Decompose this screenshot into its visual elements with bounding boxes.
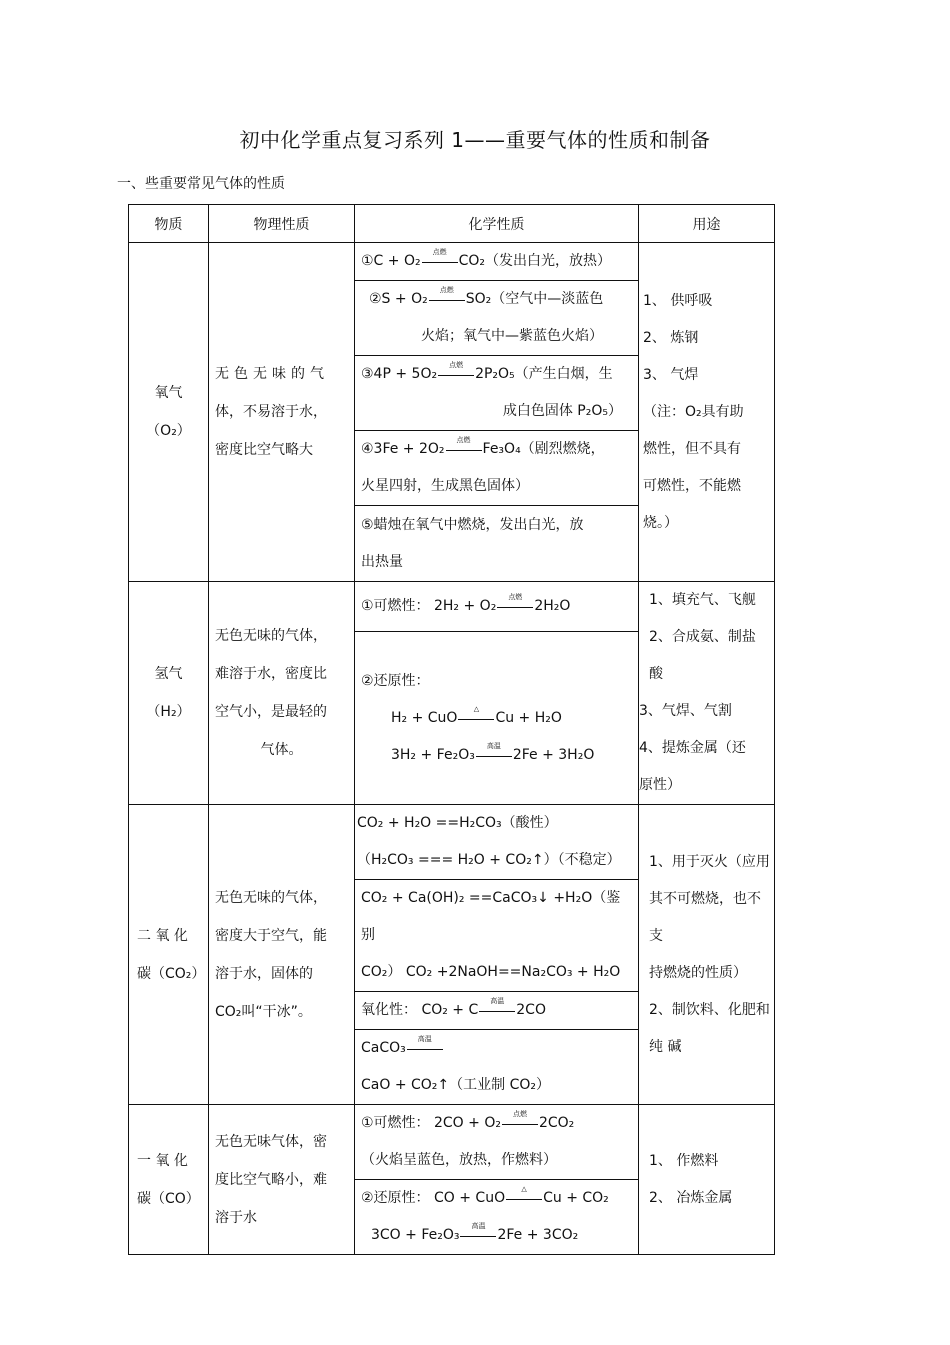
substance-oxygen: 氧气 （O₂） <box>129 243 209 582</box>
reaction-arrow: 高温 <box>407 1041 443 1055</box>
header-physical: 物理性质 <box>209 205 355 243</box>
reaction-co-1: ①可燃性： 2CO + O₂ 点燃 2CO₂ （火焰呈蓝色，放热，作燃料） <box>355 1105 639 1180</box>
reaction-arrow: 高温 <box>460 1228 496 1242</box>
use-oxygen: 1、 供呼吸 2、 炼钢 3、 气焊 （注：O₂具有助 燃性，但不具有 可燃性，不能燃 烧。） <box>639 243 775 582</box>
substance-hydrogen: 氢气 （H₂） <box>129 582 209 805</box>
section-heading: 一、些重要常见气体的性质 <box>117 176 285 192</box>
reaction-co2-4: CaCO₃ 高温 CaO + CO₂↑（工业制 CO₂） <box>355 1030 639 1105</box>
reaction-arrow: 高温 <box>476 748 512 762</box>
reaction-h2-1: ①可燃性： 2H₂ + O₂ 点燃 2H₂O <box>355 582 639 632</box>
reaction-arrow: 点燃 <box>438 367 474 381</box>
substance-co: 一 氧 化 碳（CO） <box>129 1105 209 1255</box>
physical-hydrogen: 无色无味的气体， 难溶于水，密度比 空气小，是最轻的 气体。 <box>209 582 355 805</box>
reaction-arrow: 点燃 <box>497 599 533 613</box>
reaction-arrow: △ <box>506 1191 542 1205</box>
table-row <box>129 582 775 632</box>
reaction-co2-3: 氧化性： CO₂ + C 高温 2CO <box>355 992 639 1030</box>
reaction-o2-2: ②S + O₂ 点燃 SO₂（空气中—淡蓝色 火焰；氧气中—紫蓝色火焰） <box>355 281 639 356</box>
use-hydrogen: 1、填充气、飞舰 2、合成氨、制盐 酸 3、气焊、气割 4、提炼金属（还 原性） <box>639 582 775 805</box>
reaction-h2-2: ②还原性： H₂ + CuO △ Cu + H₂O 3H₂ + Fe₂O₃ 高温 2Fe + 3H₂O <box>355 632 639 805</box>
page-title: 初中化学重点复习系列 1——重要气体的性质和制备 <box>239 128 711 152</box>
reaction-arrow: 点燃 <box>429 292 465 306</box>
reaction-o2-4: ④3Fe + 2O₂ 点燃 Fe₃O₄（剧烈燃烧， 火星四射，生成黑色固体） <box>355 431 639 506</box>
use-co: 1、 作燃料 2、 冶炼金属 <box>639 1105 775 1255</box>
gas-properties-table <box>128 204 775 1255</box>
substance-co2: 二 氧 化 碳（CO₂） <box>129 805 209 1105</box>
reaction-co-2: ②还原性： CO + CuO △ Cu + CO₂ 3CO + Fe₂O₃ 高温 2Fe + 3CO₂ <box>355 1180 639 1255</box>
reaction-o2-5: ⑤蜡烛在氧气中燃烧，发出白光，放 出热量 <box>355 506 639 582</box>
table-row <box>129 805 775 880</box>
reaction-o2-3: ③4P + 5O₂ 点燃 2P₂O₅（产生白烟，生 成白色固体 P₂O₅） <box>355 356 639 431</box>
physical-oxygen: 无色无味的气 体，不易溶于水， 密度比空气略大 <box>209 243 355 582</box>
reaction-o2-1: ①C + O₂ 点燃 CO₂（发出白光，放热） <box>355 243 639 281</box>
reaction-arrow: 高温 <box>479 1003 515 1017</box>
reaction-arrow: 点燃 <box>502 1116 538 1130</box>
reaction-co2-1: CO₂ + H₂O ==H₂CO₃（酸性） （H₂CO₃ === H₂O + CO₂↑）（不稳定） <box>355 805 639 880</box>
physical-co: 无色无味气体，密 度比空气略小，难 溶于水 <box>209 1105 355 1255</box>
reaction-arrow: 点燃 <box>422 254 458 268</box>
table-header-row <box>129 205 775 243</box>
use-co2: 1、用于灭火（应用 其不可燃烧，也不支 持燃烧的性质） 2、制饮料、化肥和 纯 碱 <box>639 805 775 1105</box>
header-use: 用途 <box>639 205 775 243</box>
table-row <box>129 243 775 281</box>
reaction-arrow: 点燃 <box>446 442 482 456</box>
header-chemical: 化学性质 <box>355 205 639 243</box>
physical-co2: 无色无味的气体， 密度大于空气，能 溶于水，固体的 CO₂叫“干冰”。 <box>209 805 355 1105</box>
header-substance: 物质 <box>129 205 209 243</box>
reaction-co2-2: CO₂ + Ca(OH)₂ ==CaCO₃↓ +H₂O（鉴别 CO₂） CO₂ +2NaOH==Na₂CO₃ + H₂O <box>355 880 639 992</box>
table-row <box>129 1105 775 1180</box>
reaction-arrow: △ <box>458 711 494 725</box>
